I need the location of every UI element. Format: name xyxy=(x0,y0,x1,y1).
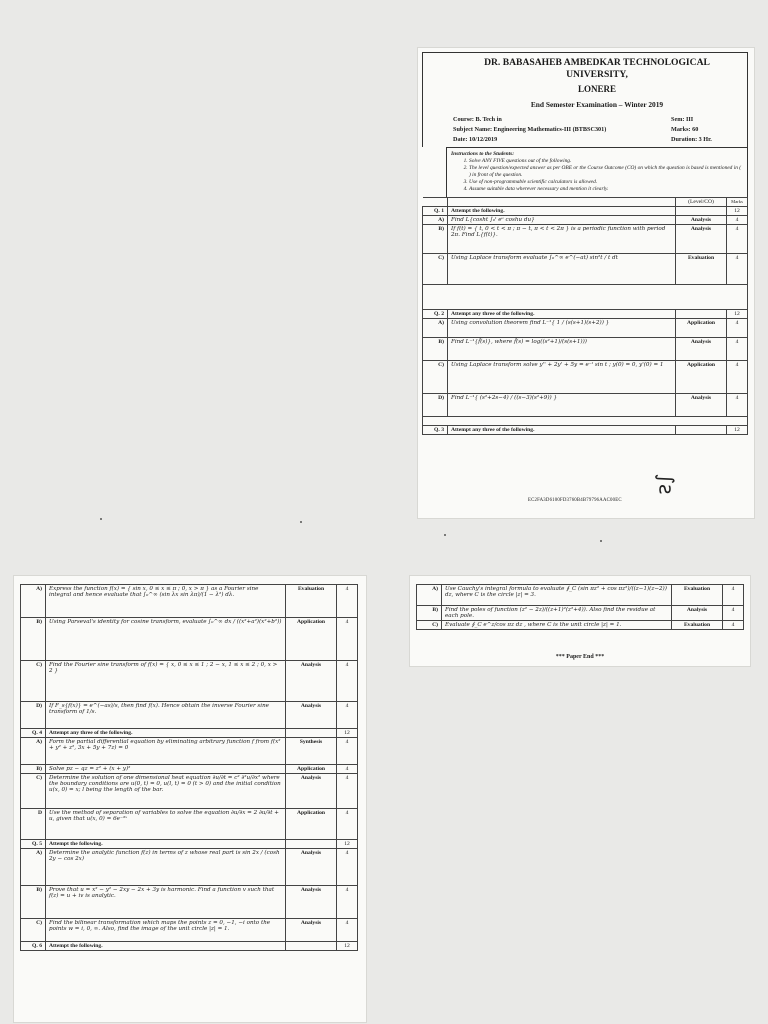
questions-table-p2 xyxy=(20,584,358,951)
instruction-item: 2. The level question/expected answer as per OBE or the Course Outcome (CO) on which the question is based is mentioned in ( ) in front of the question. xyxy=(469,165,743,179)
subquestion-row: C) Find the bilinear transformation which maps the points z = 0, −1, −i onto the points w = i, 0, ∞. Also, find the image of the unit circle |z| = 1. Analysis 4 xyxy=(21,919,358,942)
duration: Duration: 3 Hr. xyxy=(671,136,712,143)
instructions-box xyxy=(446,147,748,197)
course: Course: B. Tech in xyxy=(453,116,502,123)
university-name: DR. BABASAHEB AMBEDKAR TECHNOLOGICAL UNIVERSITY, xyxy=(484,57,710,80)
subquestion-row: A) Find L{cosht ∫₀ᵗ eᵘ coshu du} Analysis 4 xyxy=(423,216,748,225)
subquestion-row: C) Determine the solution of one dimensional heat equation ∂u/∂t = c² ∂²u/∂x² where the boundary conditions are u(0, t) = 0, u(l, t) = 0 (t > 0) and the initial condition u(x, 0) = x; l being the length of the bar. Analysis 4 xyxy=(21,774,358,809)
scan-speck xyxy=(300,521,302,523)
meta-row-subject xyxy=(453,125,741,135)
exam-page-3 xyxy=(410,576,750,666)
subquestion-row: D) If F_s{f(x)} = e^(−as)/s, then find f(x). Hence obtain the inverse Fourier sine transform of 1/s. Analysis 4 xyxy=(21,702,358,729)
subject: Subject Name: Engineering Mathematics-III (BTBSC301) xyxy=(453,126,607,133)
instructions-heading: Instructions to the Students: xyxy=(451,151,515,157)
subquestion-row: A) Use Cauchy's integral formula to evaluate ∮_C (sin πz² + cos πz²)/((z−1)(z−2)) dz, where C is the circle |z| = 3. Evaluation 4 xyxy=(417,585,744,606)
scan-speck xyxy=(444,534,446,536)
question-row: Q. 2 Attempt any three of the following. 12 xyxy=(423,310,748,319)
subquestion-row: A) Using convolution theorem find L⁻¹{ 1 / (s(s+1)(s+2)) } Application 4 xyxy=(423,319,748,338)
subquestion-row: A) Determine the analytic function f(z) in terms of z whose real part is sin 2x / (cosh 2y − cos 2x) Analysis 4 xyxy=(21,849,358,886)
questions-table-p3 xyxy=(416,584,744,630)
instruction-item: 4. Assume suitable data wherever necessary and mention it clearly. xyxy=(469,186,743,193)
subquestion-row: A) Express the function f(x) = { sin x, 0 ≤ x ≤ π ; 0, x > π } as a Fourier sine integral and hence evaluate that ∫₀^∞ (sin λx sin λπ)/(1 − λ²) dλ. Evaluation 4 xyxy=(21,585,358,618)
question-title: Attempt the following. xyxy=(448,207,676,216)
question-title: Attempt the following. xyxy=(46,840,286,849)
scan-speck xyxy=(100,518,102,520)
subquestion-row: B) If f(t) = { t, 0 < t < π ; π − t, π < t < 2π } is a periodic function with period 2π. Find L{f(t)}. Analysis 4 xyxy=(423,225,748,254)
subquestion-row: B) Find L⁻¹{f̄(s)}, where f̄(s) = log((s²+1)/(s(s+1))) Analysis 4 xyxy=(423,338,748,361)
exam-title: End Semester Examination – Winter 2019 xyxy=(530,100,664,109)
paper-code: EC2FA3D6100FD3760B4B79796AAC00EC xyxy=(528,498,622,503)
question-title: Attempt the following. xyxy=(46,942,286,951)
subquestion-row: B) Solve pz − qz = z² + (x + y)² Application 4 xyxy=(21,765,358,774)
question-title: Attempt any three of the following. xyxy=(448,426,676,435)
subquestion-row: D Use the method of separation of variables to solve the equation ∂u/∂x = 2 ∂u/∂t + u, given that u(x, 0) = 6e⁻³ˣ Application 4 xyxy=(21,809,358,840)
subquestion-row: C) Evaluate ∮_C e^z/cos πz dz , where C is the unit circle |z| = 1. Evaluation 4 xyxy=(417,621,744,630)
subquestion-row: A) Form the partial differential equation by eliminating arbitrary function f from f(x² + y² + z², 3x + 5y + 7z) = 0 Synthesis 4 xyxy=(21,738,358,765)
exam-header xyxy=(422,52,748,147)
subquestion-row: B) Prove that u = x² − y² − 2xy − 2x + 3y is harmonic. Find a function v such that f(z) = u + iv is analytic. Analysis 4 xyxy=(21,886,358,919)
exam-date: Date: 10/12/2019 xyxy=(453,136,498,143)
subquestion-row: B) Using Parseval's identity for cosine transform, evaluate ∫₀^∞ dx / ((x²+a²)(x²+b²)) Application 4 xyxy=(21,618,358,661)
col-level-header: (Level/CO) xyxy=(676,198,727,207)
meta-row-date xyxy=(453,135,741,145)
subquestion-row: C) Using Laplace transform evaluate ∫₀^∞ e^(−at) sin²t / t dt Evaluation 4 xyxy=(423,254,748,285)
question-row: Q. 1 Attempt the following. 12 xyxy=(423,207,748,216)
instruction-item: 1. Solve ANY FIVE questions out of the following. xyxy=(469,158,743,165)
paper-end: *** Paper End *** xyxy=(555,654,605,660)
subquestion-row: C) Using Laplace transform solve y'' + 2y' + 5y = e⁻ᵗ sin t ; y(0) = 0, y'(0) = 1 Application 4 xyxy=(423,361,748,394)
col-marks-header: Marks xyxy=(727,198,748,207)
question-row: Q. 5 Attempt the following. 12 xyxy=(21,840,358,849)
location: LONERE xyxy=(577,84,616,94)
meta-row-course xyxy=(453,115,741,125)
subquestion-row: B) Find the poles of function (z² − 2z)/((z+1)²(z²+4)). Also find the residue at each pole. Analysis 4 xyxy=(417,606,744,621)
max-marks: Marks: 60 xyxy=(671,126,699,133)
subquestion-row: C) Find the Fourier sine transform of f(x) = { x, 0 ≤ x ≤ 1 ; 2 − x, 1 ≤ x ≤ 2 ; 0, x > 2 } Analysis 4 xyxy=(21,661,358,702)
question-row: Q. 4 Attempt any three of the following. 12 xyxy=(21,729,358,738)
question-title: Attempt any three of the following. xyxy=(46,729,286,738)
instruction-item: 3. Use of non-programmable scientific calculators is allowed. xyxy=(469,179,743,186)
question-title: Attempt any three of the following. xyxy=(448,310,676,319)
question-row: Q. 3 Attempt any three of the following. 12 xyxy=(423,426,748,435)
question-row: Q. 6 Attempt the following. 12 xyxy=(21,942,358,951)
instructions-list xyxy=(451,158,743,193)
scan-speck xyxy=(600,540,602,542)
handwritten-signature: ∫ƨ xyxy=(654,473,679,495)
semester: Sem: III xyxy=(671,116,694,123)
questions-table-p1 xyxy=(422,197,748,435)
exam-page-1 xyxy=(418,48,754,518)
subquestion-row: D) Find L⁻¹{ (s²+2s−4) / ((s−3)(s²+9)) } Analysis 4 xyxy=(423,394,748,417)
exam-page-2 xyxy=(14,576,366,1022)
